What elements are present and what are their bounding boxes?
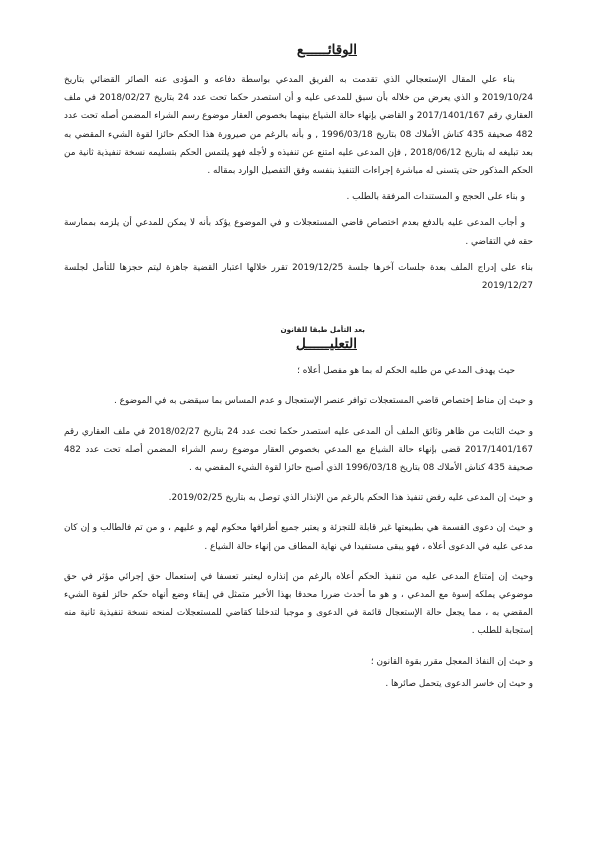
reasoning-paragraph-jurisdiction: و حيث إن مناط إختصاص قاضي المستعجلات توافر عنصر الإستعجال و عدم المساس بما سيقضى به في الموضوع .: [114, 396, 533, 407]
reasoning-paragraph-execution: و حيث إن النفاذ المعجل مقرر بقوة القانون ؛: [370, 656, 533, 667]
facts-paragraph-evidence: و بناء على الحجج و المستندات المرفقة بالطلب .: [346, 192, 525, 203]
reasoning-paragraph-judgment: و حيث الثابت من ظاهر وثائق الملف أن المدعى عليه استصدر حكما تحت عدد 24 بتاريخ 2018/02/27 في ملف العقاري رقم 2017/1401/167 قضى بإنهاء حالة الشياع مع المدعي بخصوص العقار موضوع رسم الشراء المضمن أصله تحت عدد 482 صحيفة 435 كناش الأملاك 08 بتاريخ 1996/03/18 الذي أصبح حائزا لقوة الشيء المقضي به .: [64, 426, 533, 474]
reasoning-paragraph-costs: و حيث إن خاسر الدعوى يتحمل صائرها .: [385, 678, 533, 689]
reasoning-paragraph-partition: و حيث إن دعوى القسمة هي بطبيعتها غير قابلة للتجزئة و يعتبر جميع أطرافها محكوم لهم و عليهم ، و من تم فالطالب و إن كان مدعى عليه في الدعوى أعلاه ، فهو يبقى مستفيدا في نهاية المطاف من إنهاء حالة الشياع .: [64, 523, 533, 552]
facts-paragraph-defense: و أجاب المدعى عليه بالدفع بعدم اختصاص قاضي المستعجلات و في الموضوع يؤكد بأنه لا يمكن للمدعي أن يلزمه بممارسة حقه في التقاضي .: [64, 218, 533, 247]
reasoning-heading: التعليــــــل: [296, 336, 357, 353]
reasoning-paragraph-claim: حيث يهدف المدعي من طلبه الحكم له بما هو مفصل أعلاه ؛: [297, 366, 515, 377]
reasoning-paragraph-refusal: و حيث إن المدعى عليه رفض تنفيذ هذا الحكم بالرغم من الإنذار الذي توصل به بتاريخ 2019/02/25.: [168, 493, 533, 504]
facts-paragraph-petition: بناء علي المقال الإستعجالي الذي تقدمت به الفريق المدعي بواسطة دفاعه و المؤدى عنه الصائر القضائي بتاريخ 2019/10/24 و الذي يعرض من خلاله بأن سبق للمدعى عليه و أن استصدر حكما تحت عدد 24 بتاريخ 2018/02/27 في ملف العقاري رقم 2017/1401/167 و القاضي بإنهاء حالة الشياع بينهما بخصوص العقار موضوع رسم الشراء المضمن أصله تحت عدد 482 صحيفة 435 كناش الأملاك 08 بتاريخ 1996/03/18 , و بأنه بالرغم من صيرورة هذا الحكم حائزا لقوة الشيء المقضي به بعد تبليغه له بتاريخ 2018/06/12 , فإن المدعى عليه امتنع عن تنفيذه و لأجله فهو يلتمس الحكم بتسليمه نسخة تنفيذية ثانية من الحكم المذكور حتى يتسنى له مباشرة إجراءات التنفيذ بنفسه وفق التفصيل الوارد بمقاله .: [64, 75, 533, 177]
reasoning-paragraph-abuse: وحيث إن إمتناع المدعى عليه من تنفيذ الحكم أعلاه بالرغم من إنذاره ليعتبر تعسفا في إستعمال حق إجرائي مؤثر في حق موضوعي يملكه إسوة مع المدعي ، و هو ما أحدث ضررا محدقا بهذا الأخير متمثل في إبقاء وضع أنهاه حكم حائز لقوة الشيء المقضي به ، مما يجعل حالة الإستعجال قائمة في الدعوى و موجبا لتدخلنا كقاضي للمستعجلات لمنحه نسخة تنفيذية ثانية منه إستجابة للطلب .: [64, 571, 533, 637]
facts-paragraph-hearings: بناء على إدراج الملف بعدة جلسات آخرها جلسة 2019/12/25 تقرر خلالها اعتبار القضية جاهزة ليتم حجزها للتأمل لجلسة 2019/12/27: [64, 262, 534, 292]
deliberation-basis: بعد التأمل طبقا للقانون: [280, 325, 365, 335]
facts-heading: الوقائــــــع: [296, 42, 357, 58]
